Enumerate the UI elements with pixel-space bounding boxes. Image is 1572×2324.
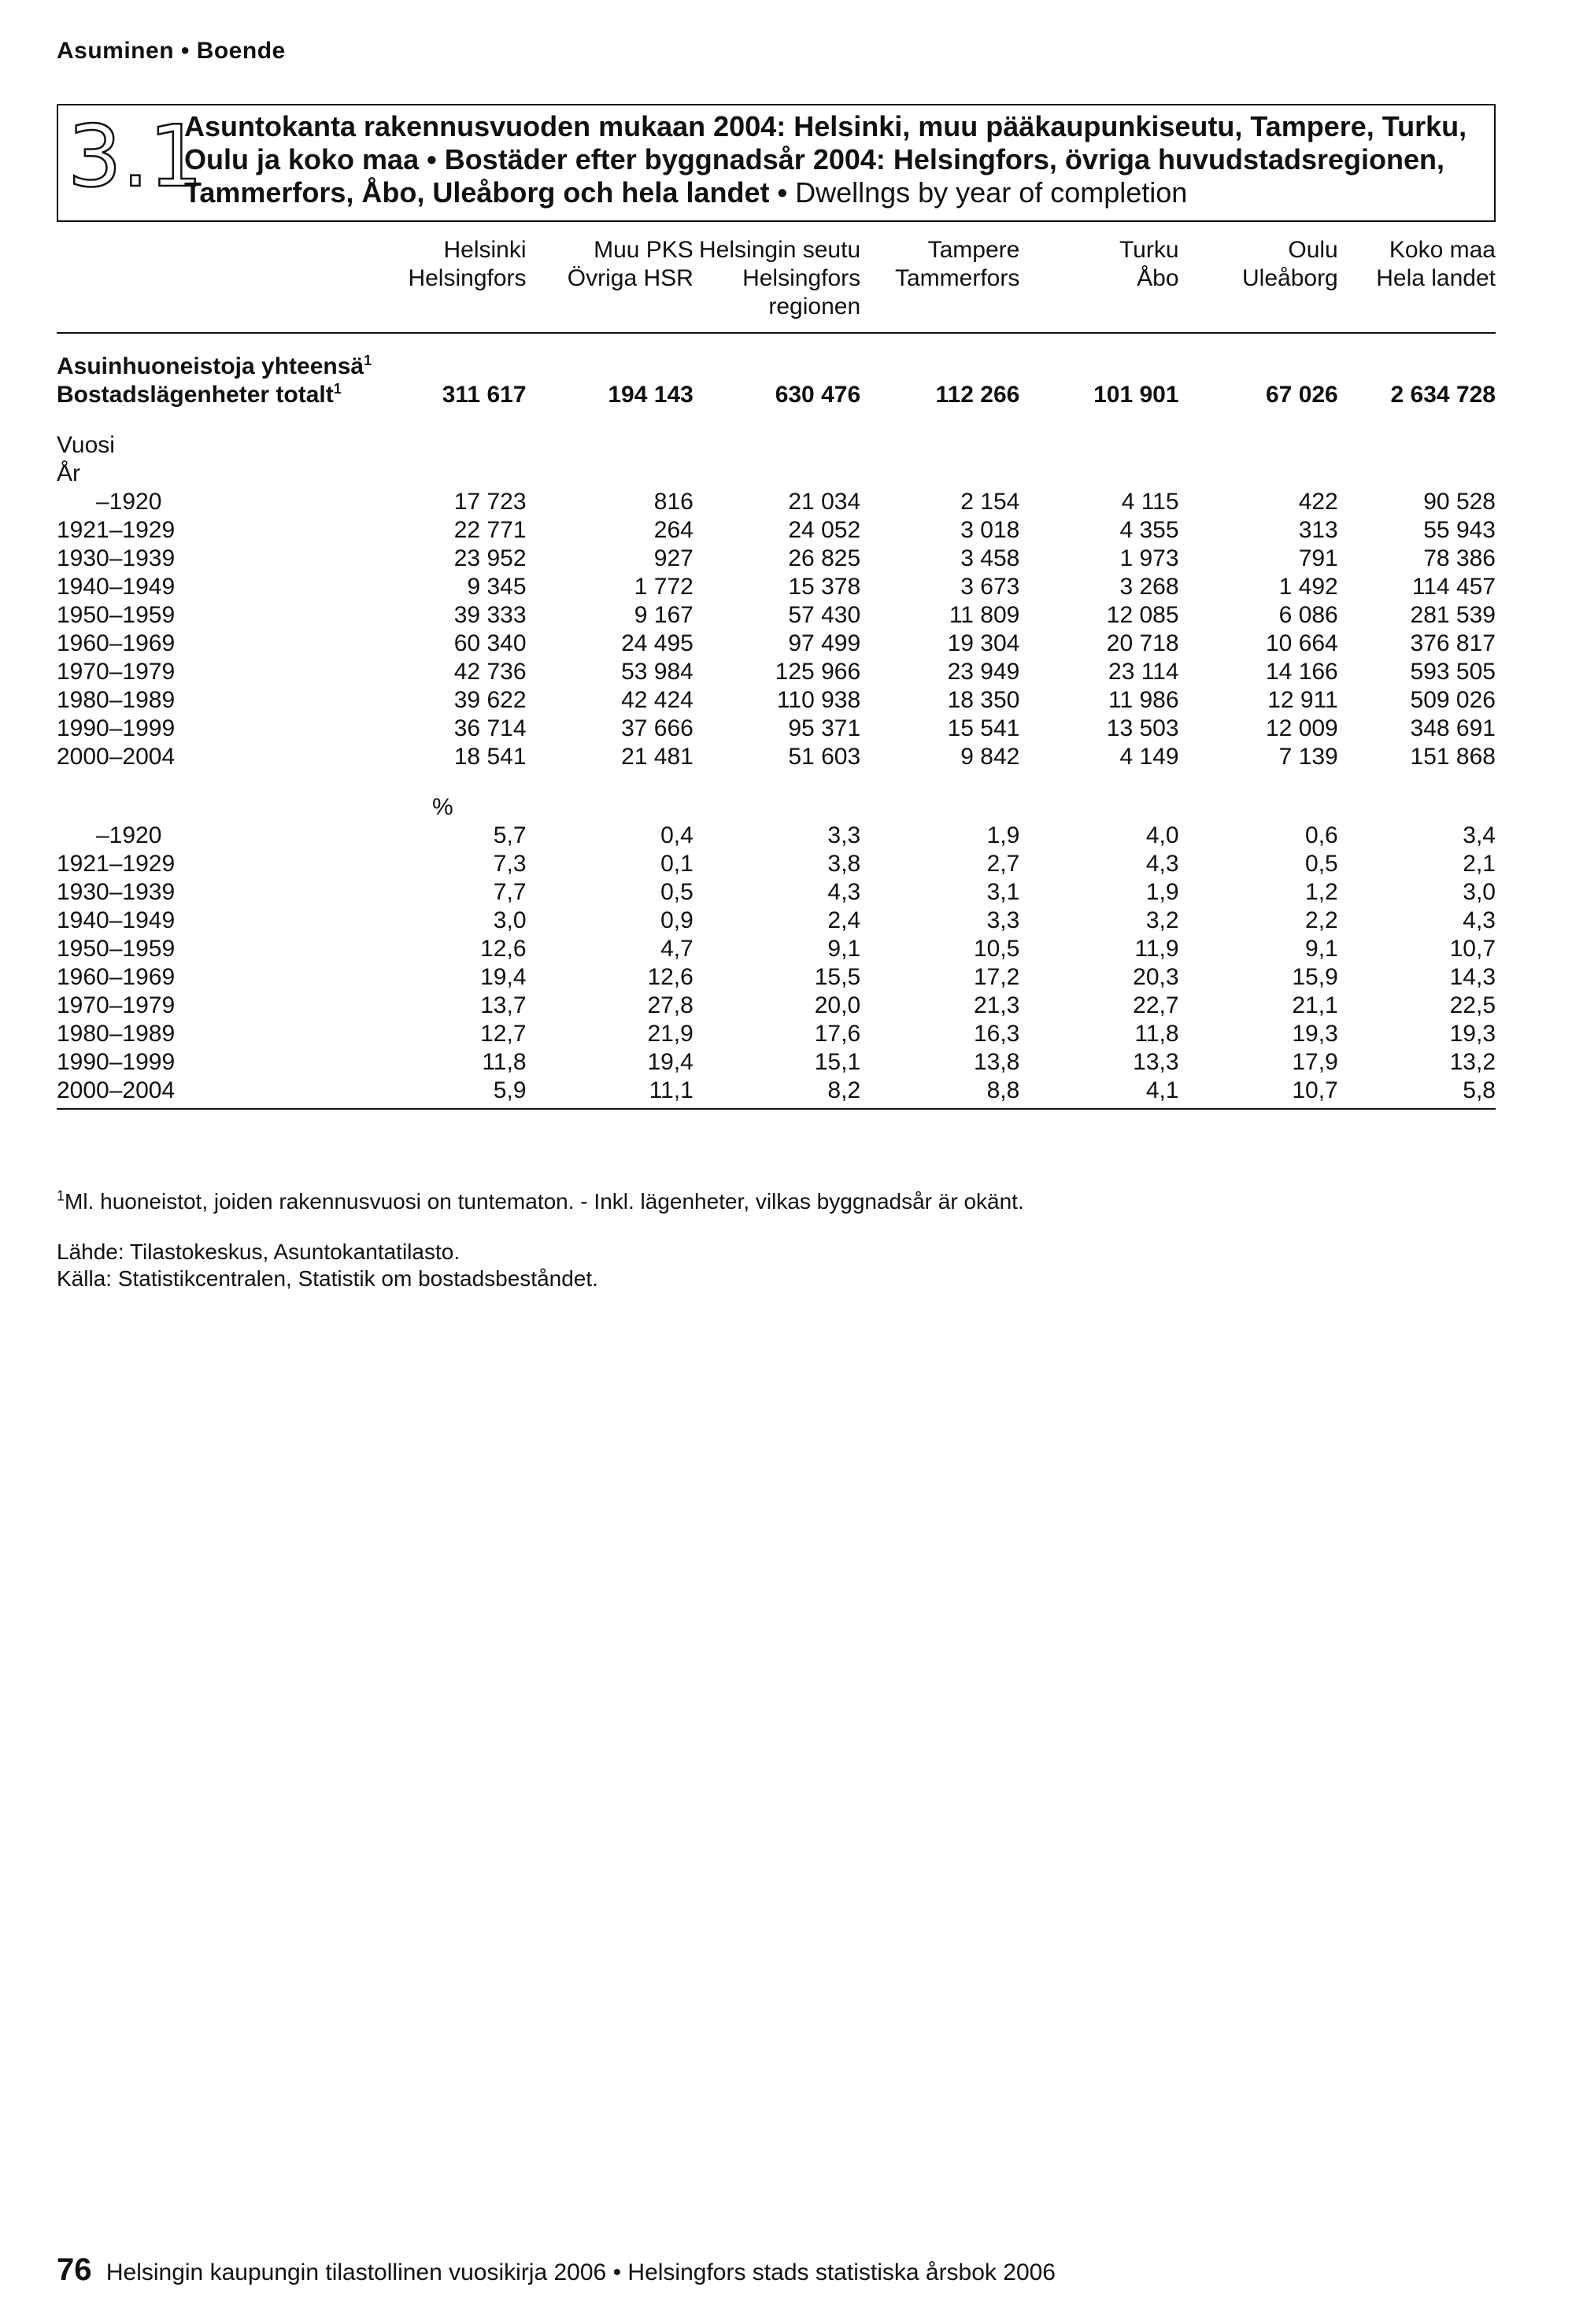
table-cell: 12 009 <box>1265 715 1338 741</box>
row-label: 1921–1929 <box>57 851 176 877</box>
table-cell: 39 333 <box>453 602 527 628</box>
table-cell: 0,5 <box>1305 851 1338 877</box>
table-cell: 311 617 <box>442 382 527 408</box>
table-cell: 15 541 <box>947 715 1020 741</box>
row-label: 1960–1969 <box>57 630 176 656</box>
table-row <box>57 715 1496 743</box>
table-cell: 114 457 <box>1411 574 1496 600</box>
table-cell: 927 <box>653 545 694 571</box>
table-row <box>57 686 1496 715</box>
table-cell: 14 166 <box>1265 659 1338 685</box>
footer-text: Helsingin kaupungin tilastollinen vuosikirja 2006 • Helsingfors stads statistiska årsbok 2006 <box>105 2259 1056 2285</box>
table-row <box>57 601 1496 630</box>
table-cell: 90 528 <box>1423 489 1496 515</box>
table-cell: 19,4 <box>480 964 527 990</box>
table-cell: 2 634 728 <box>1390 382 1496 408</box>
table-cell: 4,7 <box>660 936 694 962</box>
table-cell: 3,4 <box>1463 822 1496 848</box>
table-cell: 57 430 <box>788 602 861 628</box>
table-cell: 3 458 <box>960 545 1020 571</box>
table-cell: 21 034 <box>788 489 861 515</box>
table-cell: 12 085 <box>1106 602 1179 628</box>
table-cell: 9 167 <box>634 602 694 628</box>
table-row <box>57 878 1496 907</box>
table-cell: 12,6 <box>647 964 694 990</box>
table-cell: 0,6 <box>1305 822 1338 848</box>
table-row <box>57 963 1496 992</box>
table-row <box>57 630 1496 658</box>
table-cell: 20 718 <box>1106 630 1179 656</box>
row-label: 1980–1989 <box>57 1021 176 1047</box>
table-cell: 593 505 <box>1410 659 1496 685</box>
column-header: Helsinki Helsingfors <box>359 236 526 333</box>
table-cell: 6 086 <box>1278 602 1338 628</box>
table-cell: 11,8 <box>1134 1021 1179 1047</box>
row-label: 1970–1979 <box>57 992 176 1018</box>
table-row <box>57 545 1496 573</box>
table-cell: 110 938 <box>776 687 861 713</box>
table-cell: 20,3 <box>1133 964 1179 990</box>
table-cell: 53 984 <box>621 659 694 685</box>
table-cell: 4,3 <box>1145 851 1179 877</box>
row-label: 1940–1949 <box>57 907 176 933</box>
table-cell: 151 868 <box>1410 744 1496 770</box>
table-cell: 1 772 <box>634 574 694 600</box>
table-cell: 42 424 <box>621 687 694 713</box>
column-header: Helsingin seutu Helsingfors regionen <box>694 236 860 333</box>
table-cell: 37 666 <box>621 715 694 741</box>
table-cell: 23 949 <box>947 659 1020 685</box>
table-cell: 2,1 <box>1463 851 1496 877</box>
table-cell: 3,2 <box>1145 907 1179 933</box>
table-cell: 17,2 <box>973 964 1020 990</box>
source-sv: Källa: Statistikcentralen, Statistik om bostadsbeståndet. <box>57 1266 598 1291</box>
table-cell: 26 825 <box>788 545 861 571</box>
table-cell: 5,9 <box>359 1077 526 1109</box>
table-cell: 12 911 <box>1267 687 1338 713</box>
table-row <box>57 1020 1496 1048</box>
table-cell: 4 355 <box>1119 517 1179 543</box>
table-cell: 21 481 <box>621 744 694 770</box>
table-cell: 4 149 <box>1119 744 1179 770</box>
table-cell: 9,1 <box>827 936 861 962</box>
table-cell: 15,5 <box>814 964 861 990</box>
table-cell: 3 268 <box>1119 574 1179 600</box>
row-label: 1990–1999 <box>57 715 176 741</box>
table-cell: 21,1 <box>1292 992 1338 1018</box>
table-cell: 15,9 <box>1292 964 1338 990</box>
table-cell: 13,7 <box>480 992 527 1018</box>
table-cell: 348 691 <box>1410 715 1496 741</box>
table-row <box>57 850 1496 878</box>
table-cell: 17 723 <box>453 489 527 515</box>
table-cell: 1 492 <box>1278 574 1338 600</box>
table-cell: 791 <box>1298 545 1338 571</box>
table-cell: 2 154 <box>960 489 1020 515</box>
year-label: Vuosi År <box>57 432 115 486</box>
table-cell: 4,0 <box>1145 822 1179 848</box>
row-label: 1960–1969 <box>57 964 176 990</box>
stub-header <box>57 236 359 333</box>
table-cell: 19 304 <box>947 630 1020 656</box>
table-cell: 13 503 <box>1106 715 1179 741</box>
table-cell: 21,3 <box>973 992 1020 1018</box>
column-header: Muu PKS Övriga HSR <box>527 236 694 333</box>
table-cell: 13,3 <box>1133 1049 1179 1075</box>
table-row <box>57 822 1496 850</box>
table-cell: 8,8 <box>860 1077 1019 1109</box>
table-cell: 10 664 <box>1265 630 1338 656</box>
notes <box>57 1188 1024 1292</box>
table-cell: 18 541 <box>453 744 527 770</box>
table-cell: 3,0 <box>493 907 527 933</box>
table-cell: 10,7 <box>1449 936 1496 962</box>
table-cell: 12,6 <box>480 936 527 962</box>
table-row <box>57 907 1496 935</box>
table-cell: 3,0 <box>1463 879 1496 905</box>
table-cell: 13,2 <box>1449 1049 1496 1075</box>
table-cell: 9,1 <box>1305 936 1338 962</box>
table-cell: 3,3 <box>986 907 1020 933</box>
table-number-text: 3.1 <box>68 108 203 201</box>
table-cell: 0,4 <box>660 822 694 848</box>
table-cell: 281 539 <box>1410 602 1496 628</box>
column-header: Oulu Uleåborg <box>1179 236 1338 333</box>
table-row <box>57 488 1496 516</box>
table-cell: 18 350 <box>947 687 1020 713</box>
table-row <box>57 658 1496 686</box>
table-cell: 194 143 <box>608 382 694 408</box>
table-cell: 15,1 <box>814 1049 861 1075</box>
year-label-row <box>57 431 1496 488</box>
footnote: $^1$Ml. huoneistot, joiden rakennusvuosi on tuntematon. - Inkl. lägenheter, vilkas byggnadsår är okänt. <box>57 1188 1024 1214</box>
table-cell: 78 386 <box>1423 545 1496 571</box>
table-cell: 12,7 <box>480 1021 527 1047</box>
column-header: Tampere Tammerfors <box>860 236 1019 333</box>
table-cell: 9 842 <box>960 744 1020 770</box>
row-label: 2000–2004 <box>57 1077 359 1109</box>
table-cell: 7 139 <box>1278 744 1338 770</box>
table-cell: 67 026 <box>1265 382 1338 408</box>
column-header-row <box>57 236 1496 333</box>
table-title-english: Dwellngs by year of completion <box>795 176 1188 209</box>
table-cell: 19,4 <box>647 1049 694 1075</box>
table-cell: 264 <box>653 517 694 543</box>
table-cell: 3,3 <box>827 822 861 848</box>
table-cell: 1 973 <box>1119 545 1179 571</box>
table-cell: 10,5 <box>973 936 1020 962</box>
table-cell: 24 052 <box>788 517 861 543</box>
table-row <box>57 992 1496 1020</box>
table-cell: 125 966 <box>775 659 861 685</box>
table-cell: 11 809 <box>949 602 1020 628</box>
table-cell: 42 736 <box>453 659 527 685</box>
table-cell: 17,9 <box>1292 1049 1338 1075</box>
table-cell: 3 673 <box>960 574 1020 600</box>
table-row <box>57 1048 1496 1077</box>
table-row <box>57 743 1496 771</box>
table-cell: 15 378 <box>788 574 861 600</box>
row-label: 1990–1999 <box>57 1049 176 1075</box>
percent-unit-row <box>57 793 1496 822</box>
table-cell: 14,3 <box>1449 964 1496 990</box>
table-title-box <box>57 104 1496 222</box>
table-cell: 22,5 <box>1449 992 1496 1018</box>
table-row <box>57 1077 1496 1109</box>
table-cell: 11,1 <box>527 1077 694 1109</box>
table-cell: 20,0 <box>814 992 861 1018</box>
total-row <box>57 333 1496 409</box>
row-label: 1950–1959 <box>57 602 176 628</box>
table-cell: 1,9 <box>1145 879 1179 905</box>
table-cell: 24 495 <box>621 630 694 656</box>
table-cell: 19,3 <box>1292 1021 1338 1047</box>
section-header: Asuminen • Boende <box>57 38 286 64</box>
table-cell: 95 371 <box>788 715 861 741</box>
table-cell: 2,7 <box>986 851 1020 877</box>
table-cell: 11,9 <box>1134 936 1179 962</box>
table-title-bold: Asuntokanta rakennusvuoden mukaan 2004: Helsinki, muu pääkaupunkiseutu, Tampere, Turku, Oulu ja koko maa • Bostäder efter byggnadsår 2004: Helsingfors, övriga huvudstadsregionen, Tammerfors, Åbo, Uleåborg och hela landet • <box>184 110 1467 209</box>
table-cell: 10,7 <box>1179 1077 1338 1109</box>
table-cell: 5,8 <box>1338 1077 1496 1109</box>
table-cell: 23 952 <box>453 545 527 571</box>
table-cell: 313 <box>1298 517 1338 543</box>
table-cell: 55 943 <box>1423 517 1496 543</box>
table-cell: 22,7 <box>1133 992 1179 1018</box>
table-cell: 8,2 <box>694 1077 860 1109</box>
table-cell: 4,3 <box>827 879 861 905</box>
table-cell: 60 340 <box>453 630 527 656</box>
page-footer <box>57 2252 1056 2288</box>
row-label: 1970–1979 <box>57 659 176 685</box>
row-label: 1921–1929 <box>57 517 176 543</box>
table-title <box>184 110 1488 209</box>
row-label: 2000–2004 <box>57 744 176 770</box>
percent-unit: % <box>432 794 453 820</box>
table-cell: 16,3 <box>973 1021 1020 1047</box>
data-table <box>57 236 1496 1110</box>
table-cell: 19,3 <box>1449 1021 1496 1047</box>
table-row <box>57 935 1496 963</box>
table-cell: 3,8 <box>827 851 861 877</box>
table-cell: 2,4 <box>827 907 861 933</box>
table-cell: 1,2 <box>1305 879 1338 905</box>
row-label: 1930–1939 <box>57 545 176 571</box>
table-cell: 4,1 <box>1019 1077 1178 1109</box>
table-cell: 509 026 <box>1410 687 1496 713</box>
source-fi: Lähde: Tilastokeskus, Asuntokantatilasto. <box>57 1240 461 1264</box>
table-cell: 816 <box>653 489 694 515</box>
table-cell: 4 115 <box>1121 489 1179 515</box>
table-cell: 13,8 <box>973 1049 1020 1075</box>
table-cell: 17,6 <box>814 1021 861 1047</box>
table-cell: 101 901 <box>1093 382 1179 408</box>
column-header: Turku Åbo <box>1019 236 1178 333</box>
table-cell: 11 986 <box>1108 687 1179 713</box>
table-row <box>57 516 1496 545</box>
table-cell: 97 499 <box>788 630 861 656</box>
row-label: 1930–1939 <box>57 879 176 905</box>
table-cell: 23 114 <box>1108 659 1179 685</box>
table-cell: 1,9 <box>986 822 1020 848</box>
table-cell: 51 603 <box>788 744 861 770</box>
table-cell: 11,8 <box>482 1049 527 1075</box>
table-cell: 21,9 <box>647 1021 694 1047</box>
table-cell: 27,8 <box>647 992 694 1018</box>
table-cell: 36 714 <box>453 715 527 741</box>
column-header: Koko maa Hela landet <box>1338 236 1496 333</box>
row-label: 1950–1959 <box>57 936 176 962</box>
table-cell: 5,7 <box>493 822 527 848</box>
table-cell: 376 817 <box>1410 630 1496 656</box>
table-cell: 7,3 <box>493 851 527 877</box>
table-cell: 112 266 <box>935 382 1020 408</box>
table-cell: 39 622 <box>453 687 527 713</box>
table-cell: 22 771 <box>453 517 527 543</box>
row-label: 1980–1989 <box>57 687 176 713</box>
table-row <box>57 573 1496 601</box>
table-cell: 4,3 <box>1463 907 1496 933</box>
row-label: –1920 <box>96 489 162 515</box>
total-row-label: Asuinhuoneistoja yhteensä$^1$ Bostadslägenheter totalt$^1$ <box>57 353 372 408</box>
table-cell: 0,5 <box>660 879 694 905</box>
table-cell: 0,9 <box>660 907 694 933</box>
table-cell: 0,1 <box>660 851 694 877</box>
table-cell: 3,1 <box>986 879 1020 905</box>
table-cell: 2,2 <box>1305 907 1338 933</box>
table-cell: 3 018 <box>960 517 1020 543</box>
row-label: –1920 <box>96 822 162 848</box>
table-cell: 422 <box>1298 489 1338 515</box>
table-cell: 7,7 <box>493 879 527 905</box>
row-label: 1940–1949 <box>57 574 176 600</box>
table-cell: 630 476 <box>775 382 861 408</box>
page-number: 76 <box>57 2252 92 2287</box>
table-cell: 9 345 <box>467 574 527 600</box>
